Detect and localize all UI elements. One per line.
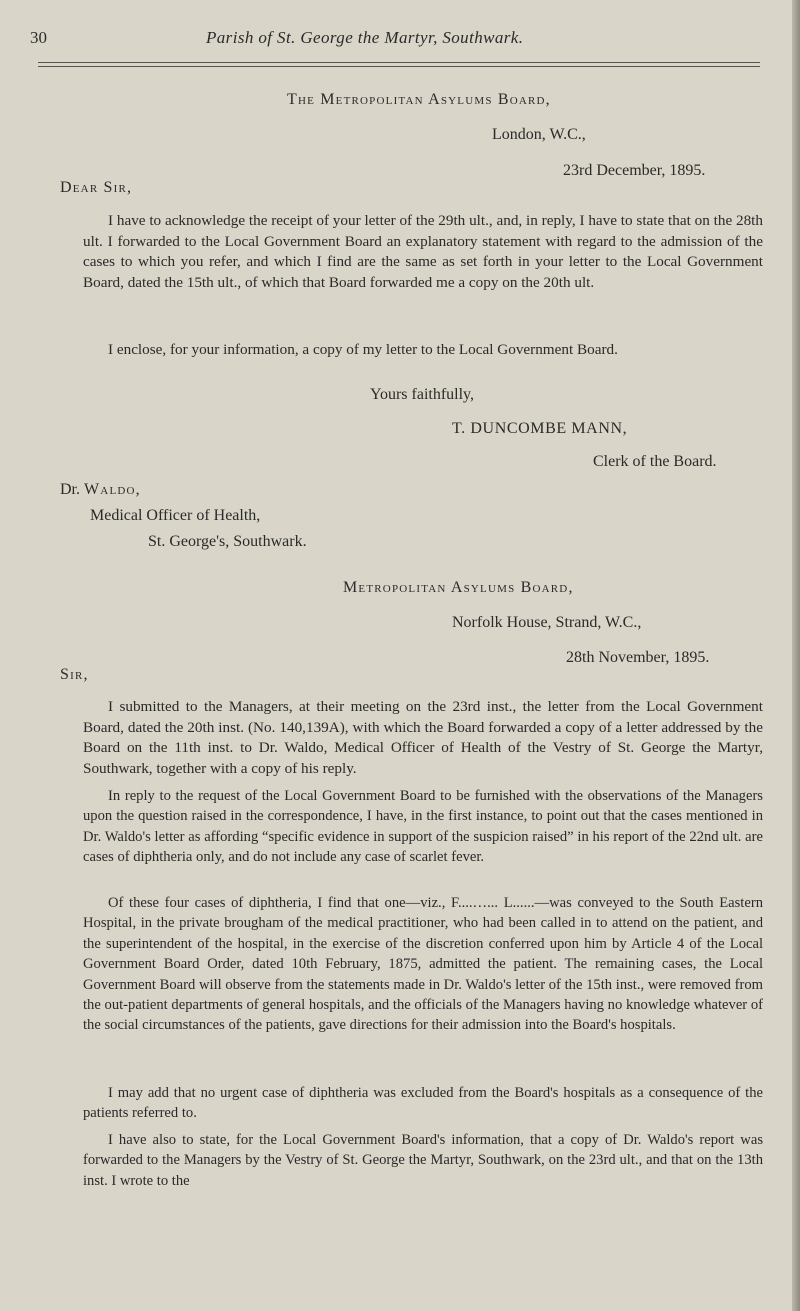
letter1-addressee-line-1: Dr. Waldo, <box>60 481 141 498</box>
page-header <box>30 20 770 52</box>
addressee-name: Waldo, <box>84 481 141 498</box>
letter1-sender: The Metropolitan Asylums Board, <box>287 91 551 108</box>
letter2-paragraph-1: I submitted to the Managers, at their meeting on the 23rd inst., the letter from the Local Government Board, dated the 20th inst. (No. 140,139A), with which the Board forwarded a copy of a letter addressed by the Board on the 11th inst. to Dr. Waldo, Medical Officer of Health of the Vestry of St. George the Martyr, Southwark, together with a copy of his reply. <box>83 698 763 777</box>
page-edge <box>792 0 800 1311</box>
letter2-date: 28th November, 1895. <box>566 649 710 666</box>
letter2-place: Norfolk House, Strand, W.C., <box>452 614 642 631</box>
letter2-paragraph-3: Of these four cases of diphtheria, I find that one—viz., F....…... L......—was conveyed to the South Eastern Hospital, in the private brougham of the medical practitioner, who had been called in to attend on the patient, and the superintendent of the hospital, in the exercise of the discretion conferred upon him by Article 4 of the Local Government Board Order, dated 10th February, 1875, admitted the patient. The remaining cases, the Local Government Board will observe from the statements made in Dr. Waldo's letter of the 15th inst., were removed from the out-patient departments of general hospitals, and the officials of the Managers having no knowledge whatever of the social circumstances of the patients, gave directions for their admission into the Board's hospitals. <box>83 895 763 1034</box>
header-rule-thin <box>38 66 760 67</box>
letter1-date: 23rd December, 1895. <box>563 162 706 179</box>
letter1-signature: T. DUNCOMBE MANN, <box>452 420 628 437</box>
letter1-addressee-line-3: St. George's, Southwark. <box>148 533 307 550</box>
letter1-salutation: Dear Sir, <box>60 179 133 196</box>
letter1-paragraph-2: I enclose, for your information, a copy of my letter to the Local Government Board. <box>108 341 618 358</box>
letter2-paragraph-5: I have also to state, for the Local Government Board's information, that a copy of Dr. Waldo's report was forwarded to the Managers by the Vestry of St. George the Martyr, Southwark, on the 23rd ult., and that on the 13th inst. I wrote to the <box>83 1132 763 1189</box>
letter2-salutation: Sir, <box>60 666 89 683</box>
header-rule <box>38 62 760 63</box>
letter1-place: London, W.C., <box>492 126 586 143</box>
letter1-signature-title: Clerk of the Board. <box>593 453 717 470</box>
letter1-paragraph-1: I have to acknowledge the receipt of your letter of the 29th ult., and, in reply, I have to state that on the 28th ult. I forwarded to the Local Government Board an explanatory statement with regard to the admission of the cases to which you refer, and which I find are the same as set forth in your letter to the Local Government Board, dated the 15th ult., of which that Board forwarded me a copy on the 20th ult. <box>83 212 763 291</box>
letter1-addressee-line-2: Medical Officer of Health, <box>90 507 261 524</box>
letter1-closing: Yours faithfully, <box>370 386 475 403</box>
page-number: 30 <box>30 28 47 47</box>
running-title: Parish of St. George the Martyr, Southwark. <box>206 28 524 47</box>
letter2-sender: Metropolitan Asylums Board, <box>343 579 574 596</box>
letter2-paragraph-2: In reply to the request of the Local Government Board to be furnished with the observations of the Managers upon the question raised in the correspondence, I have, in the first instance, to point out that the cases mentioned in Dr. Waldo's letter as affording “specific evidence in support of the suspicion raised” in his report of the 22nd ult. are cases of diphtheria only, and do not include any case of scarlet fever. <box>83 788 763 866</box>
letter2-paragraph-4: I may add that no urgent case of diphtheria was excluded from the Board's hospitals as a consequence of the patients referred to. <box>83 1085 763 1122</box>
